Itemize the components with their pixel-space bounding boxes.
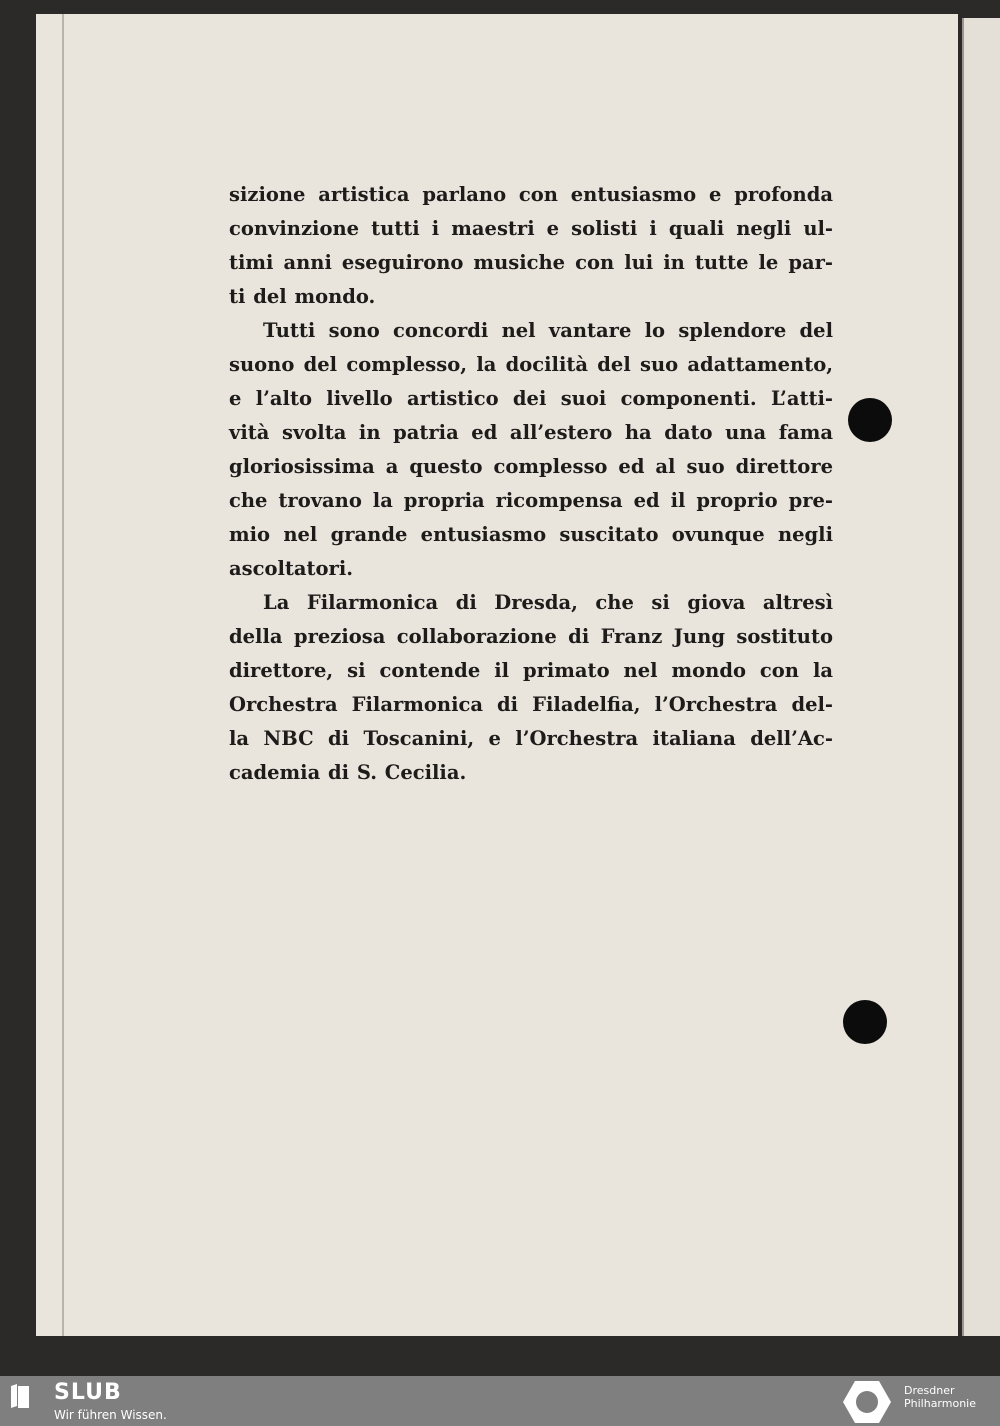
partner-name-line2: Philharmonie <box>904 1397 976 1410</box>
punch-hole <box>848 398 892 442</box>
text-line: Tutti sono concordi nel vantare lo splendore del <box>263 319 833 342</box>
slub-book-icon <box>10 1383 30 1409</box>
text-line: mio nel grande entusiasmo suscitato ovunque negli <box>229 523 833 546</box>
text-line: vità svolta in patria ed all’estero ha dato una fama <box>229 421 833 444</box>
slub-tagline: Wir führen Wissen. <box>54 1408 167 1422</box>
text-line: suono del complesso, la docilità del suo adattamento, <box>229 353 833 376</box>
text-line: gloriosissima a questo complesso ed al suo direttore <box>229 455 833 478</box>
text-line: Orchestra Filarmonica di Filadelfia, l’Orchestra del- <box>229 693 833 716</box>
text-line: ti del mondo. <box>229 285 376 308</box>
page-fold-line <box>62 14 64 1336</box>
text-line: della preziosa collaborazione di Franz Jung sostituto <box>229 625 833 648</box>
text-line: convinzione tutti i maestri e solisti i quali negli ul- <box>229 217 833 240</box>
text-line: cademia di S. Cecilia. <box>229 761 467 784</box>
partner-name <box>904 1384 976 1410</box>
body-text <box>229 178 833 790</box>
text-line: timi anni eseguirono musiche con lui in tutte le par- <box>229 251 833 274</box>
text-line: La Filarmonica di Dresda, che si giova altresì <box>263 591 833 614</box>
text-line: la NBC di Toscanini, e l’Orchestra italiana dell’Ac- <box>229 727 833 750</box>
adjacent-page-edge <box>962 18 1000 1336</box>
text-line: direttore, si contende il primato nel mondo con la <box>229 659 833 682</box>
text-line: che trovano la propria ricompensa ed il proprio pre- <box>229 489 833 512</box>
partner-name-line1: Dresdner <box>904 1384 955 1397</box>
text-line: ascoltatori. <box>229 557 354 580</box>
dresdner-philharmonie-logo-icon[interactable] <box>842 1379 892 1425</box>
text-line: e l’alto livello artistico dei suoi componenti. L’atti- <box>229 387 833 410</box>
footer-bar <box>0 1376 1000 1426</box>
punch-hole <box>843 1000 887 1044</box>
text-line: sizione artistica parlano con entusiasmo e profonda <box>229 183 833 206</box>
slub-logo-text[interactable]: SLUB <box>54 1380 122 1405</box>
